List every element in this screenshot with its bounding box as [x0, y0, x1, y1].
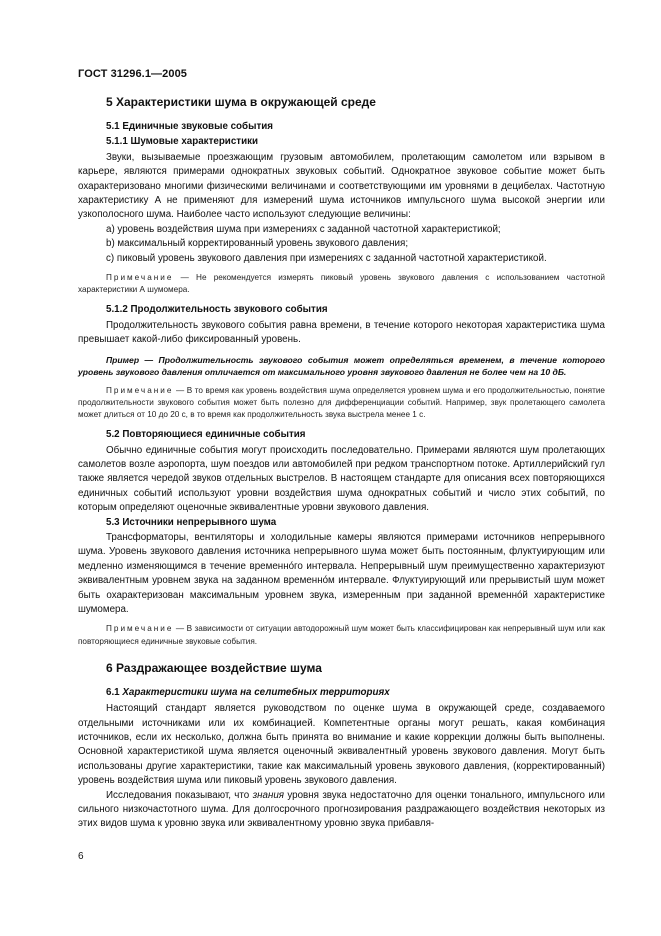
paragraph-6-1-a: Настоящий стандарт является руководством по оценке шума в окружающей среде, создаваемого отдельными источниками или их комбинацией. Компетентные органы могут решать, какая комбинация источников, если их несколько, должна быть принята во внимание и какие коррекции должны быть выполнены. Основной характеристикой шума является оценочный эквивалентный уровень звукового давления. Могут быть использованы другие характеристики, такие как максимальный уровень звукового давления, (корректированный) уровень воздействия шума или пиковый уровень звукового давления.: [78, 703, 605, 787]
subsection-5-1-2-title: 5.1.2 Продолжительность звукового события: [106, 304, 328, 316]
note-label: Примечание: [106, 624, 174, 634]
subsection-5-2-title: 5.2 Повторяющиеся единичные события: [106, 429, 306, 441]
paragraph-5-1-2: Продолжительность звукового события равна времени, в течение которого некоторая характеристика шума превышает какой-либо фиксированный уровень.: [78, 319, 605, 346]
note-1: [78, 272, 605, 296]
page-content: [78, 90, 605, 832]
paragraph-6-1-b: [78, 789, 605, 832]
note-text: — В то время как уровень воздействия шума определяется уровнем шума и его продолжительностью, понятие продолжительности звукового события может быть полезно для дифференциации событий. Например, звук пролетающего самолета может длиться от 10 до 20 с, в то время как продолжительность звука выстрела менее 1 с.: [78, 385, 605, 419]
note-text: — В зависимости от ситуации автодорожный шум может быть классифицирован как непрерывный шум или как повторяющиеся единичные звуковые события.: [78, 624, 605, 646]
paragraph-5-3: Трансформаторы, вентиляторы и холодильные камеры являются примерами источников непрерывного шума. Уровень звукового давления источника непрерывного шума может быть постоянным, флуктуирующим или медленно изменяющимся в течение временно́го интервала. Непрерывный шум преимущественно характеризуют эквивалентным уровнем звука на заданном временно́м интервале. Флуктуирующий или прерывистый шум может быть охарактеризован максимальным уровнем звука, измеренным при заданной временно́й характеристике шумомера.: [78, 531, 605, 615]
subsection-5-3-title: 5.3 Источники непрерывного шума: [106, 516, 277, 528]
subsection-6-1-title: [106, 686, 605, 700]
subsection-5-1-title: 5.1 Единичные звуковые события: [106, 121, 274, 132]
page-number: 6: [78, 851, 84, 862]
paragraph-6-1-b-end: уровня звука недостаточно для оценки тонального, импульсного или сильного низкочастотного шума. Для долгосрочного прогнозирования раздражающего воздействия некоторых из этих видов шума к уровню звука или эквивалентному уровню звука прибавля-: [78, 789, 605, 830]
section-5-title: 5 Характеристики шума в окружающей среде: [106, 95, 376, 109]
list-item-c: c) пиковый уровень звукового давления при измерениях с заданной частотной характеристикой.: [106, 252, 547, 264]
subsection-6-1-number: 6.1: [106, 686, 120, 698]
paragraph-6-1-b-start: Исследования показывают, что: [106, 789, 250, 801]
note-3: [78, 623, 605, 647]
note-label: Примечание: [106, 273, 174, 283]
list-item-a: a) уровень воздействия шума при измерениях с заданной частотной характеристикой;: [106, 223, 501, 235]
section-6-title: 6 Раздражающее воздействие шума: [106, 660, 322, 675]
list-item-b: b) максимальный корректированный уровень звукового давления;: [106, 238, 409, 250]
example-block: Пример — Продолжительность звукового события может определяться временем, в течение которого уровень звукового давления отличается от максимального уровня звукового давления не более чем на 10 дБ.: [78, 354, 605, 378]
paragraph-5-1-1: Звуки, вызываемые проезжающим грузовым автомобилем, пролетающим самолетом или взрывом в карьере, являются примерами однократных звуковых событий. Однократное звуковое событие может быть охарактеризовано многими физическими величинами и соответствующими им уровнями в децибелах. Частотную характеристику A не применяют для измерений шума источников импульсного шума высокой энергии или узкополосного шума. Наиболее часто используют следующие величины:: [78, 151, 605, 221]
subsection-5-1-1-title: 5.1.1 Шумовые характеристики: [106, 136, 259, 148]
note-label: Примечание: [106, 385, 174, 395]
note-2: [78, 385, 605, 422]
note-text: — Не рекомендуется измерять пиковый уровень звукового давления с использованием частотной характеристики А шумомера.: [78, 273, 605, 295]
subsection-6-1-heading: Характеристики шума на селитебных территориях: [122, 686, 390, 698]
paragraph-5-2: Обычно единичные события могут происходить последовательно. Примерами являются шум пролетающих самолетов возле аэропорта, шум поездов или автомобилей при редком транспортном потоке. Артиллерийский гул также является чередой звуков отдельных выстрелов. В настоящем стандарте для описания всех повторяющихся единичных событий используют уровни воздействия шума однократных событий и число этих событий, по которым определяют оценочные эквивалентные уровни звукового давления.: [78, 444, 605, 514]
document-code: ГОСТ 31296.1—2005: [78, 68, 188, 80]
emphasized-word: знания: [252, 789, 285, 801]
